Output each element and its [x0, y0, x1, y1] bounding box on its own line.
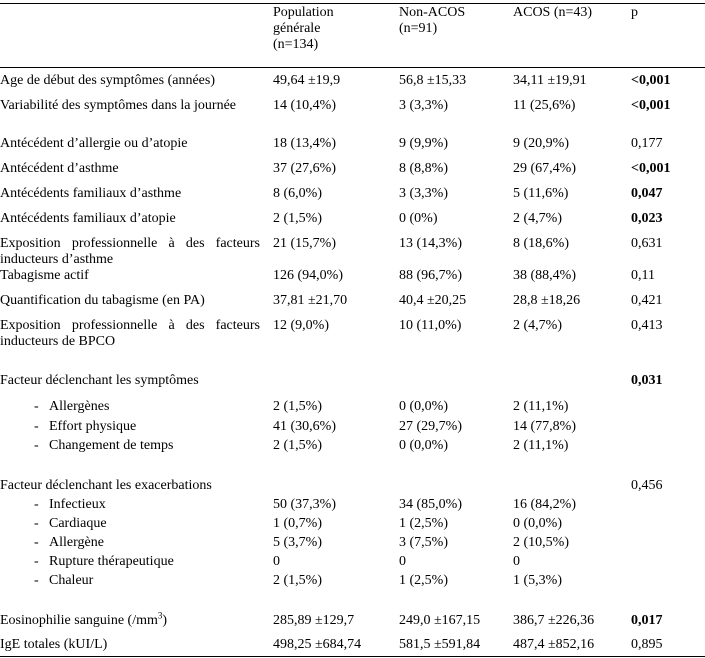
- cell-population: 1 (0,7%): [273, 516, 322, 531]
- cell-population: 0: [273, 554, 280, 569]
- row-label-text: Eosinophilie sanguine (/mm: [0, 613, 158, 628]
- cell-p-value: <0,001: [631, 161, 671, 176]
- cell-p-value: <0,001: [631, 98, 671, 113]
- cell-population: 5 (3,7%): [273, 535, 322, 550]
- cell-acos: 28,8 ±18,26: [513, 293, 581, 308]
- row-label-close: ): [162, 613, 168, 628]
- cell-acos: 0 (0,0%): [513, 516, 562, 531]
- dash-bullet: -: [34, 438, 39, 453]
- sub-label: Allergènes: [49, 399, 110, 414]
- header-p-value: [631, 5, 638, 21]
- cell-non-acos: 0: [399, 554, 406, 569]
- cell-p-value: 0,017: [631, 613, 663, 628]
- cell-acos: 1 (5,3%): [513, 573, 562, 588]
- cell-population: 2 (1,5%): [273, 438, 322, 453]
- cell-non-acos: 3 (3,3%): [399, 186, 448, 201]
- cell-acos: 2 (4,7%): [513, 211, 562, 226]
- cell-non-acos: 581,5 ±591,84: [399, 637, 481, 652]
- cell-population: 37,81 ±21,70: [273, 293, 348, 308]
- header-line: (n=91): [399, 21, 438, 36]
- cell-non-acos: 88 (96,7%): [399, 268, 462, 283]
- cell-acos: 2 (11,1%): [513, 438, 569, 453]
- cell-population: 12 (9,0%): [273, 318, 329, 333]
- sub-label: Cardiaque: [49, 516, 107, 531]
- row-label: Variabilité des symptômes dans la journée: [0, 98, 236, 113]
- cell-acos: 2 (10,5%): [513, 535, 569, 550]
- cell-population: 21 (15,7%): [273, 236, 336, 251]
- cell-acos: 5 (11,6%): [513, 186, 569, 201]
- header-non-acos: [399, 5, 465, 37]
- header-acos: [513, 5, 592, 21]
- cell-non-acos: 1 (2,5%): [399, 573, 448, 588]
- header-line: générale: [273, 21, 321, 36]
- dash-bullet: -: [34, 497, 39, 512]
- cell-population: 2 (1,5%): [273, 399, 322, 414]
- group-label: Facteur déclenchant les symptômes: [0, 373, 199, 388]
- sub-label: Infectieux: [49, 497, 106, 512]
- cell-population: 285,89 ±129,7: [273, 613, 355, 628]
- cell-non-acos: 56,8 ±15,33: [399, 73, 467, 88]
- cell-population: 18 (13,4%): [273, 136, 336, 151]
- dash-bullet: -: [34, 554, 39, 569]
- cell-acos: 14 (77,8%): [513, 419, 576, 434]
- cell-non-acos: 0 (0%): [399, 211, 438, 226]
- cell-p-value: 0,413: [631, 318, 663, 333]
- cell-non-acos: 27 (29,7%): [399, 419, 462, 434]
- cell-p-value: <0,001: [631, 73, 671, 88]
- cell-non-acos: 10 (11,0%): [399, 318, 462, 333]
- dash-bullet: -: [34, 516, 39, 531]
- dash-bullet: -: [34, 419, 39, 434]
- superscript: 3: [157, 610, 163, 621]
- cell-non-acos: 3 (7,5%): [399, 535, 448, 550]
- cell-p-value: 0,031: [631, 373, 663, 388]
- sub-label: Changement de temps: [49, 438, 174, 453]
- row-label: Antécédents familiaux d’asthme: [0, 186, 182, 201]
- cell-non-acos: 1 (2,5%): [399, 516, 448, 531]
- row-label: Tabagisme actif: [0, 268, 89, 283]
- cell-p-value: 0,047: [631, 186, 663, 201]
- cell-non-acos: 9 (9,9%): [399, 136, 448, 151]
- row-label: Quantification du tabagisme (en PA): [0, 293, 205, 308]
- cell-acos: 38 (88,4%): [513, 268, 576, 283]
- cell-p-value: 0,177: [631, 136, 663, 151]
- cell-acos: 9 (20,9%): [513, 136, 569, 151]
- cell-non-acos: 249,0 ±167,15: [399, 613, 481, 628]
- cell-population: 37 (27,6%): [273, 161, 336, 176]
- row-label: Antécédent d’asthme: [0, 161, 119, 176]
- cell-acos: 2 (11,1%): [513, 399, 569, 414]
- header-rule: [0, 67, 705, 68]
- header-population-generale: [273, 5, 334, 53]
- cell-p-value: 0,023: [631, 211, 663, 226]
- cell-population: 2 (1,5%): [273, 211, 322, 226]
- dash-bullet: -: [34, 535, 39, 550]
- header-line: Non-ACOS: [399, 5, 466, 20]
- header-line: Population: [273, 5, 334, 20]
- table-bottom-rule: [0, 656, 705, 657]
- cell-population: 14 (10,4%): [273, 98, 336, 113]
- dash-bullet: -: [34, 399, 39, 414]
- cell-acos: 16 (84,2%): [513, 497, 576, 512]
- cell-non-acos: 40,4 ±20,25: [399, 293, 467, 308]
- cell-acos: 29 (67,4%): [513, 161, 576, 176]
- header-line: ACOS (n=43): [513, 5, 593, 20]
- cell-non-acos: 8 (8,8%): [399, 161, 448, 176]
- sub-label: Chaleur: [49, 573, 94, 588]
- cell-population: 49,64 ±19,9: [273, 73, 341, 88]
- header-line: p: [631, 5, 638, 20]
- cell-non-acos: 13 (14,3%): [399, 236, 462, 251]
- cell-population: 50 (37,3%): [273, 497, 336, 512]
- cell-p-value: 0,895: [631, 637, 663, 652]
- row-label: Age de début des symptômes (années): [0, 73, 215, 88]
- cell-acos: 11 (25,6%): [513, 98, 576, 113]
- row-label: [0, 610, 260, 629]
- row-label: Exposition professionnelle à des facteurs inducteurs de BPCO: [0, 318, 260, 349]
- cell-p-value: 0,456: [631, 478, 663, 493]
- cell-non-acos: 34 (85,0%): [399, 497, 462, 512]
- cell-acos: 487,4 ±852,16: [513, 637, 595, 652]
- sub-label: Rupture thérapeutique: [49, 554, 174, 569]
- cell-population: 126 (94,0%): [273, 268, 343, 283]
- cell-p-value: 0,631: [631, 236, 663, 251]
- cell-population: 498,25 ±684,74: [273, 637, 362, 652]
- cell-population: 2 (1,5%): [273, 573, 322, 588]
- header-line: (n=134): [273, 37, 319, 52]
- row-label: IgE totales (kUI/L): [0, 637, 108, 652]
- cell-non-acos: 0 (0,0%): [399, 399, 448, 414]
- group-label: Facteur déclenchant les exacerbations: [0, 478, 212, 493]
- sub-label: Effort physique: [49, 419, 137, 434]
- cell-acos: 8 (18,6%): [513, 236, 569, 251]
- row-label: Antécédents familiaux d’atopie: [0, 211, 176, 226]
- cell-p-value: 0,11: [631, 268, 655, 283]
- row-label: Antécédent d’allergie ou d’atopie: [0, 136, 188, 151]
- cell-p-value: 0,421: [631, 293, 663, 308]
- cell-acos: 2 (4,7%): [513, 318, 562, 333]
- table-top-rule: [0, 3, 705, 4]
- cell-non-acos: 0 (0,0%): [399, 438, 448, 453]
- dash-bullet: -: [34, 573, 39, 588]
- cell-acos: 0: [513, 554, 520, 569]
- cell-acos: 34,11 ±19,91: [513, 73, 587, 88]
- sub-label: Allergène: [49, 535, 104, 550]
- cell-non-acos: 3 (3,3%): [399, 98, 448, 113]
- cell-population: 8 (6,0%): [273, 186, 322, 201]
- row-label: Exposition professionnelle à des facteurs inducteurs d’asthme: [0, 236, 260, 267]
- cell-acos: 386,7 ±226,36: [513, 613, 595, 628]
- cell-population: 41 (30,6%): [273, 419, 336, 434]
